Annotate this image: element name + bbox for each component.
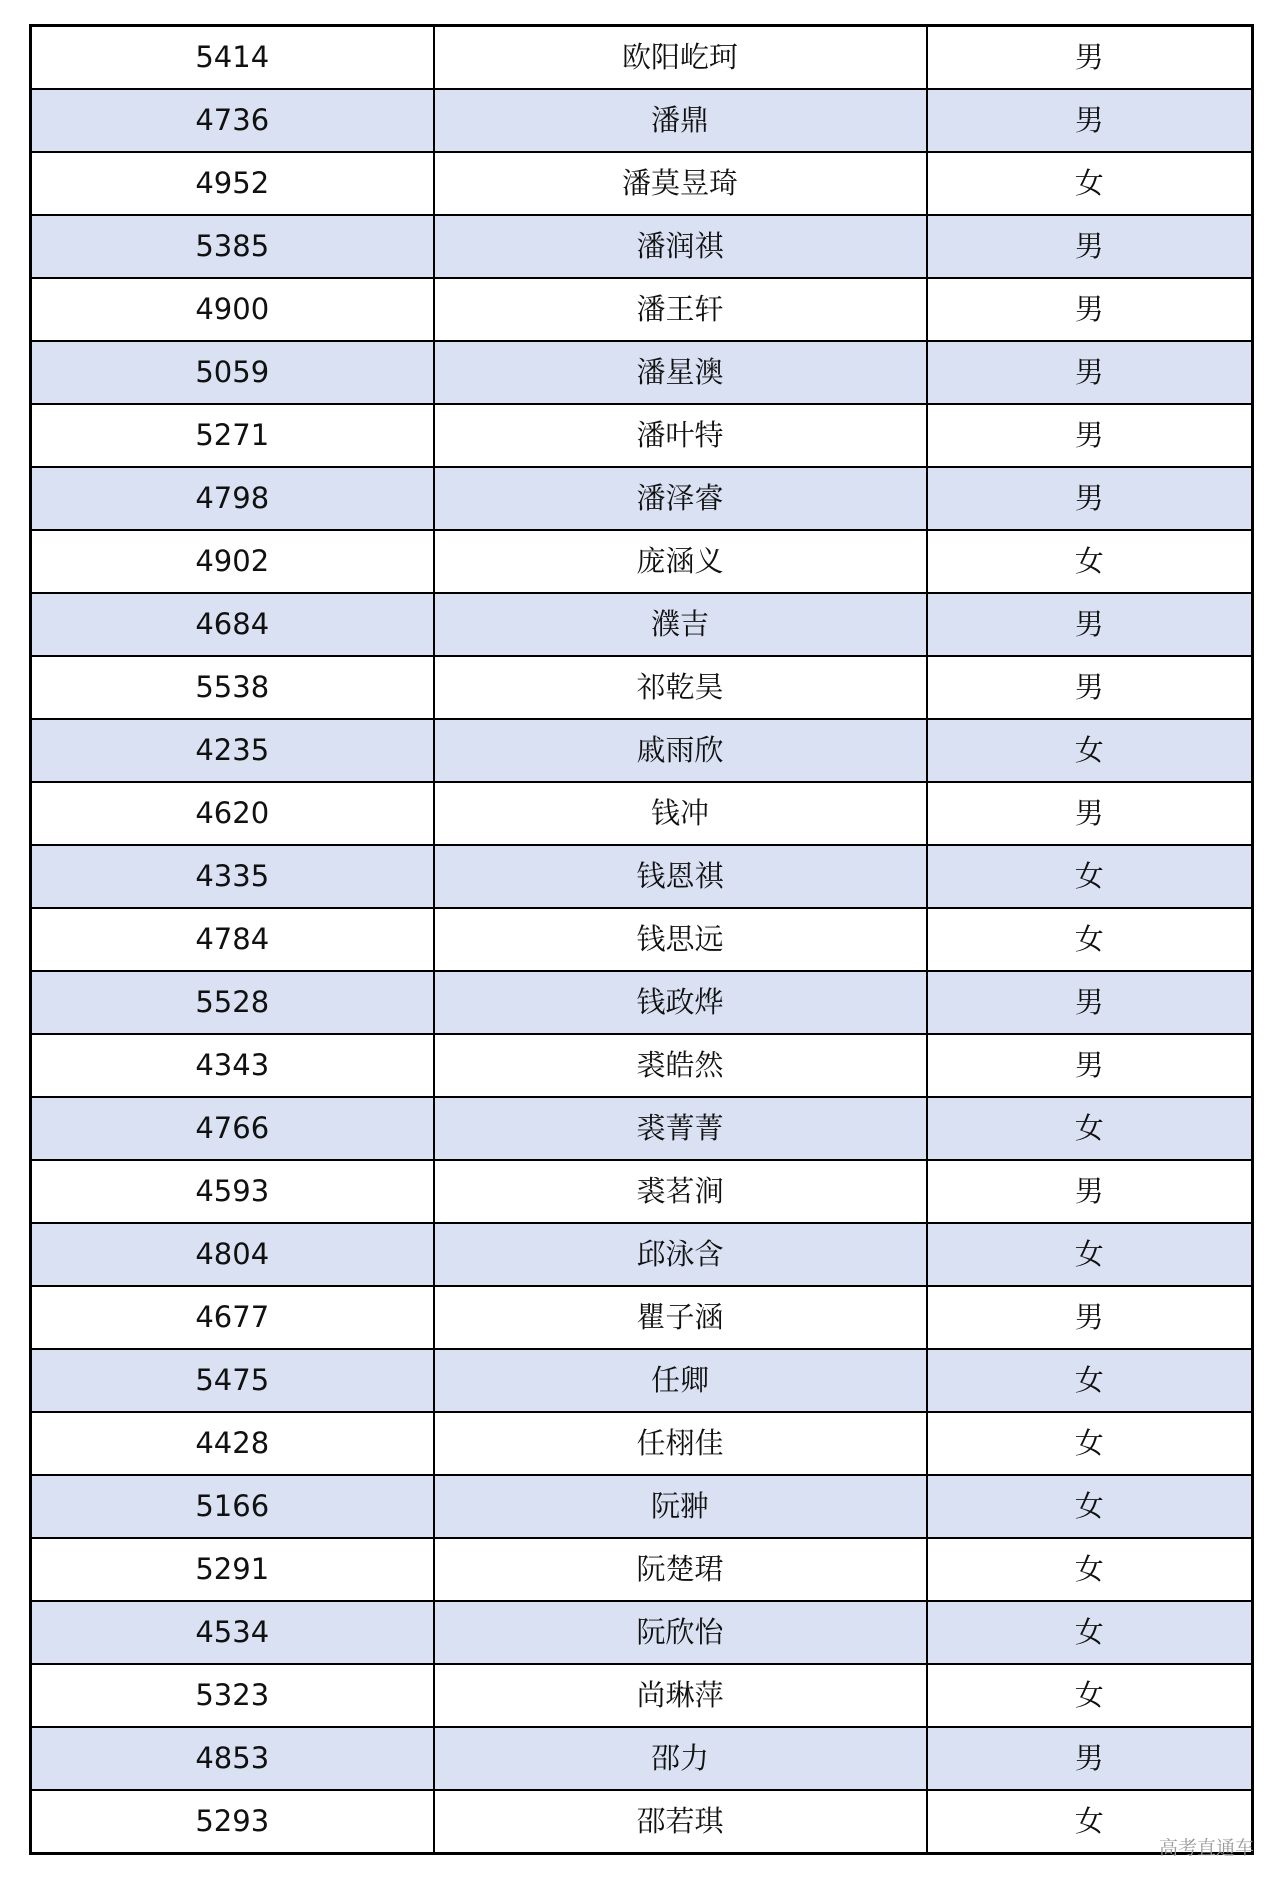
table-row xyxy=(31,1223,1253,1286)
gender-cell: 女 xyxy=(927,1601,1253,1664)
table-row xyxy=(31,1790,1253,1854)
name-cell: 祁乾昊 xyxy=(434,656,927,719)
roster-table-body xyxy=(31,26,1253,1854)
id-cell: 5414 xyxy=(31,26,434,90)
table-row xyxy=(31,1538,1253,1601)
id-cell: 4952 xyxy=(31,152,434,215)
id-cell: 4766 xyxy=(31,1097,434,1160)
name-cell: 裘菁菁 xyxy=(434,1097,927,1160)
name-cell: 戚雨欣 xyxy=(434,719,927,782)
name-cell: 潘王轩 xyxy=(434,278,927,341)
table-row xyxy=(31,656,1253,719)
table-row xyxy=(31,908,1253,971)
id-cell: 5385 xyxy=(31,215,434,278)
name-cell: 钱恩祺 xyxy=(434,845,927,908)
id-cell: 5538 xyxy=(31,656,434,719)
gender-cell: 女 xyxy=(927,908,1253,971)
name-cell: 濮吉 xyxy=(434,593,927,656)
id-cell: 4343 xyxy=(31,1034,434,1097)
gender-cell: 女 xyxy=(927,530,1253,593)
gender-cell: 男 xyxy=(927,26,1253,90)
table-row xyxy=(31,341,1253,404)
id-cell: 5291 xyxy=(31,1538,434,1601)
gender-cell: 男 xyxy=(927,971,1253,1034)
name-cell: 阮楚珺 xyxy=(434,1538,927,1601)
gender-cell: 女 xyxy=(927,719,1253,782)
table-row xyxy=(31,971,1253,1034)
name-cell: 阮翀 xyxy=(434,1475,927,1538)
id-cell: 4736 xyxy=(31,89,434,152)
id-cell: 4428 xyxy=(31,1412,434,1475)
gender-cell: 男 xyxy=(927,467,1253,530)
name-cell: 潘星澳 xyxy=(434,341,927,404)
id-cell: 4235 xyxy=(31,719,434,782)
table-row xyxy=(31,404,1253,467)
id-cell: 4853 xyxy=(31,1727,434,1790)
name-cell: 尚琳萍 xyxy=(434,1664,927,1727)
gender-cell: 男 xyxy=(927,1160,1253,1223)
name-cell: 邱泳含 xyxy=(434,1223,927,1286)
name-cell: 庞涵义 xyxy=(434,530,927,593)
gender-cell: 男 xyxy=(927,1727,1253,1790)
table-row xyxy=(31,26,1253,90)
gender-cell: 男 xyxy=(927,782,1253,845)
table-row xyxy=(31,1664,1253,1727)
table-row xyxy=(31,1160,1253,1223)
gender-cell: 女 xyxy=(927,152,1253,215)
name-cell: 潘鼎 xyxy=(434,89,927,152)
gender-cell: 女 xyxy=(927,1349,1253,1412)
gender-cell: 女 xyxy=(927,845,1253,908)
table-row xyxy=(31,782,1253,845)
roster-table xyxy=(29,24,1254,1855)
id-cell: 4335 xyxy=(31,845,434,908)
id-cell: 5475 xyxy=(31,1349,434,1412)
id-cell: 5323 xyxy=(31,1664,434,1727)
gender-cell: 男 xyxy=(927,1286,1253,1349)
gender-cell: 女 xyxy=(927,1412,1253,1475)
table-row xyxy=(31,278,1253,341)
gender-cell: 男 xyxy=(927,1034,1253,1097)
id-cell: 4804 xyxy=(31,1223,434,1286)
gender-cell: 女 xyxy=(927,1790,1253,1854)
id-cell: 4798 xyxy=(31,467,434,530)
table-row xyxy=(31,593,1253,656)
gender-cell: 男 xyxy=(927,278,1253,341)
table-row xyxy=(31,1286,1253,1349)
roster-table-container xyxy=(29,24,1251,1855)
id-cell: 5293 xyxy=(31,1790,434,1854)
gender-cell: 男 xyxy=(927,656,1253,719)
table-row xyxy=(31,845,1253,908)
name-cell: 钱政烨 xyxy=(434,971,927,1034)
gender-cell: 男 xyxy=(927,404,1253,467)
table-row xyxy=(31,1727,1253,1790)
name-cell: 潘莫昱琦 xyxy=(434,152,927,215)
id-cell: 4684 xyxy=(31,593,434,656)
table-row xyxy=(31,467,1253,530)
id-cell: 4620 xyxy=(31,782,434,845)
table-row xyxy=(31,1412,1253,1475)
id-cell: 5528 xyxy=(31,971,434,1034)
name-cell: 瞿子涵 xyxy=(434,1286,927,1349)
id-cell: 5166 xyxy=(31,1475,434,1538)
name-cell: 潘泽睿 xyxy=(434,467,927,530)
table-row xyxy=(31,1601,1253,1664)
name-cell: 欧阳屹珂 xyxy=(434,26,927,90)
table-row xyxy=(31,215,1253,278)
gender-cell: 男 xyxy=(927,341,1253,404)
table-row xyxy=(31,1034,1253,1097)
name-cell: 潘叶特 xyxy=(434,404,927,467)
name-cell: 任栩佳 xyxy=(434,1412,927,1475)
id-cell: 4900 xyxy=(31,278,434,341)
gender-cell: 女 xyxy=(927,1097,1253,1160)
table-row xyxy=(31,719,1253,782)
name-cell: 裘茗涧 xyxy=(434,1160,927,1223)
gender-cell: 女 xyxy=(927,1664,1253,1727)
id-cell: 4677 xyxy=(31,1286,434,1349)
gender-cell: 男 xyxy=(927,593,1253,656)
name-cell: 阮欣怡 xyxy=(434,1601,927,1664)
watermark-text: 高考直通车 xyxy=(1158,1837,1254,1859)
name-cell: 裘皓然 xyxy=(434,1034,927,1097)
name-cell: 任卿 xyxy=(434,1349,927,1412)
name-cell: 邵力 xyxy=(434,1727,927,1790)
id-cell: 4784 xyxy=(31,908,434,971)
gender-cell: 男 xyxy=(927,89,1253,152)
table-row xyxy=(31,1349,1253,1412)
id-cell: 4593 xyxy=(31,1160,434,1223)
table-row xyxy=(31,89,1253,152)
table-row xyxy=(31,1475,1253,1538)
name-cell: 钱思远 xyxy=(434,908,927,971)
name-cell: 钱冲 xyxy=(434,782,927,845)
id-cell: 5271 xyxy=(31,404,434,467)
id-cell: 5059 xyxy=(31,341,434,404)
id-cell: 4534 xyxy=(31,1601,434,1664)
gender-cell: 女 xyxy=(927,1223,1253,1286)
table-row xyxy=(31,530,1253,593)
gender-cell: 男 xyxy=(927,215,1253,278)
name-cell: 潘润祺 xyxy=(434,215,927,278)
gender-cell: 女 xyxy=(927,1538,1253,1601)
table-row xyxy=(31,1097,1253,1160)
gender-cell: 女 xyxy=(927,1475,1253,1538)
table-row xyxy=(31,152,1253,215)
id-cell: 4902 xyxy=(31,530,434,593)
name-cell: 邵若琪 xyxy=(434,1790,927,1854)
